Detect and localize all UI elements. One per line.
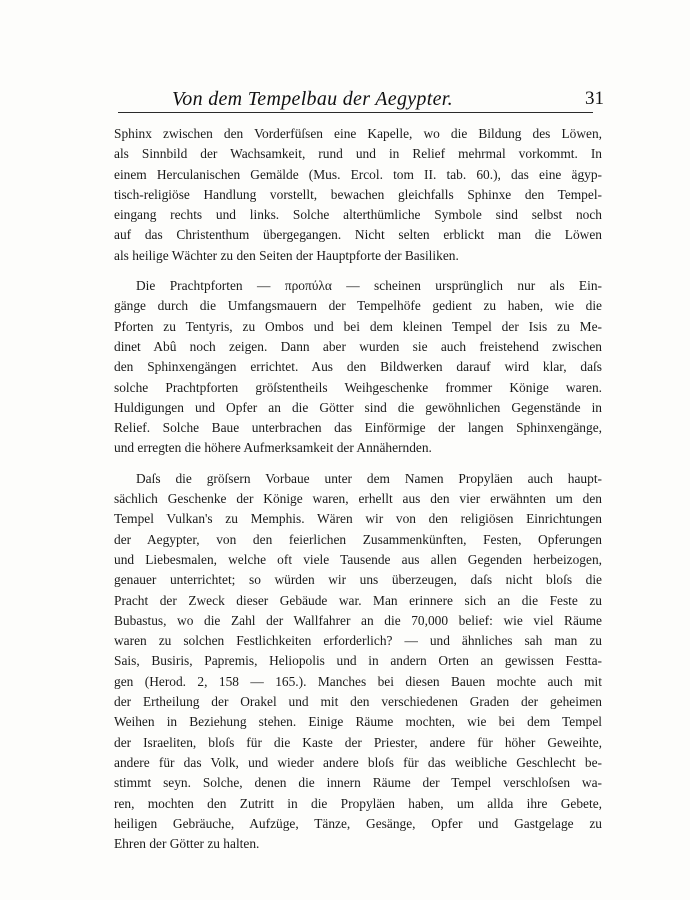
text-line: Tempel Vulkan's zu Memphis. Wären wir von den religiösen Einrichtungen bbox=[114, 511, 602, 527]
text-line: Daſs die gröſsern Vorbaue unter dem Namen Propyläen auch haupt- bbox=[136, 470, 602, 486]
text-line: einem Herculanischen Gemälde (Mus. Ercol. tom II. tab. 60.), das eine ägyp- bbox=[114, 166, 602, 182]
text-line: gänge durch die Umfangsmauern der Tempelhöfe gedient zu haben, wie die bbox=[114, 298, 602, 314]
text-line: andere für das Volk, und wieder andere bloſs für das weibliche Geschlecht be- bbox=[114, 754, 602, 770]
body-text bbox=[114, 124, 602, 854]
text-line: Die Prachtpforten — προπύλα — scheinen ursprünglich nur als Ein- bbox=[136, 278, 602, 294]
text-line: der Aegypter, von den feierlichen Zusammenkünften, Festen, Opferungen bbox=[114, 531, 602, 547]
text-line: ren, mochten den Zutritt in die Propyläen haben, um allda ihre Gebete, bbox=[114, 795, 602, 811]
text-line: Ehren der Götter zu halten. bbox=[114, 836, 260, 852]
text-line: Bubastus, wo die Zahl der Wallfahrer an die 70,000 belief: wie viel Räume bbox=[114, 612, 602, 628]
paragraph-2 bbox=[114, 276, 602, 459]
text-line: sächlich Geschenke der Könige waren, erhellt aus den vier erwähnten um den bbox=[114, 491, 602, 507]
text-line: den Sphinxengängen errichtet. Aus den Bildwerken darauf wird klar, daſs bbox=[114, 359, 602, 375]
text-line: Weihen in Beziehung stehen. Einige Räume mochten, wie bei dem Tempel bbox=[114, 714, 602, 730]
text-line: als Sinnbild der Wachsamkeit, rund und in Relief mehrmal vorkommt. In bbox=[114, 146, 602, 162]
text-line: genauer unterrichtet; so würden wir uns überzeugen, daſs nicht bloſs die bbox=[114, 572, 602, 588]
text-line: der Ertheilung der Orakel und mit den verschiedenen Graden der geheimen bbox=[114, 694, 602, 710]
text-line: stimmt seyn. Solche, denen die innern Räume der Tempel verschloſsen wa- bbox=[114, 775, 602, 791]
text-line: gen (Herod. 2, 158 — 165.). Manches bei diesen Bauen mochte auch mit bbox=[114, 673, 602, 689]
text-line: und Liebesmalen, welche oft viele Tausende aus allen Gegenden herbeizogen, bbox=[114, 551, 602, 567]
text-line: Huldigungen und Opfer an die Götter sind die gewöhnlichen Gegenstände in bbox=[114, 399, 602, 415]
text-line: und erregten die höhere Aufmerksamkeit der Annähernden. bbox=[114, 440, 432, 456]
text-line: Sais, Busiris, Papremis, Heliopolis und in andern Orten an gewissen Festta- bbox=[114, 653, 602, 669]
text-line: heiligen Gebräuche, Aufzüge, Tänze, Gesänge, Opfer und Gastgelage zu bbox=[114, 815, 602, 831]
text-line: der Israeliten, bloſs für die Kaste der Priester, andere für höher Geweihte, bbox=[114, 734, 602, 750]
text-line: solche Prachtpforten gröſstentheils Weihgeschenke frommer Könige waren. bbox=[114, 379, 602, 395]
text-line: waren zu solchen Festlichkeiten erforderlich? — und ähnliches sah man zu bbox=[114, 633, 602, 649]
text-line: auf das Christenthum übergegangen. Nicht selten erblickt man die Löwen bbox=[114, 227, 602, 243]
text-line: dinet Abû noch zeigen. Dann aber wurden sie auch freistehend zwischen bbox=[114, 338, 602, 354]
header-rule bbox=[118, 112, 593, 113]
text-line: Pforten zu Tentyris, zu Ombos und bei dem kleinen Tempel der Isis zu Me- bbox=[114, 318, 602, 334]
text-line: eingang rechts und links. Solche alterthümliche Symbole sind selbst noch bbox=[114, 207, 602, 223]
text-line: Sphinx zwischen den Vorderfüſsen eine Kapelle, wo die Bildung des Löwen, bbox=[114, 126, 602, 141]
running-head bbox=[112, 88, 632, 114]
text-line: tisch-religiöse Handlung vorstellt, bewachen gleichfalls Sphinxe den Tempel- bbox=[114, 186, 602, 202]
page-number: 31 bbox=[585, 88, 604, 109]
text-line: Pracht der Zweck dieser Gebäude war. Man erinnere sich an die Feste zu bbox=[114, 592, 602, 608]
paragraph-3 bbox=[114, 469, 602, 855]
text-line: Relief. Solche Baue unterbrachen das Einförmige der langen Sphinxengänge, bbox=[114, 420, 602, 436]
text-line: als heilige Wächter zu den Seiten der Hauptpforte der Basiliken. bbox=[114, 247, 459, 263]
paragraph-1 bbox=[114, 124, 602, 266]
running-title: Von dem Tempelbau der Aegypter. bbox=[172, 88, 453, 110]
